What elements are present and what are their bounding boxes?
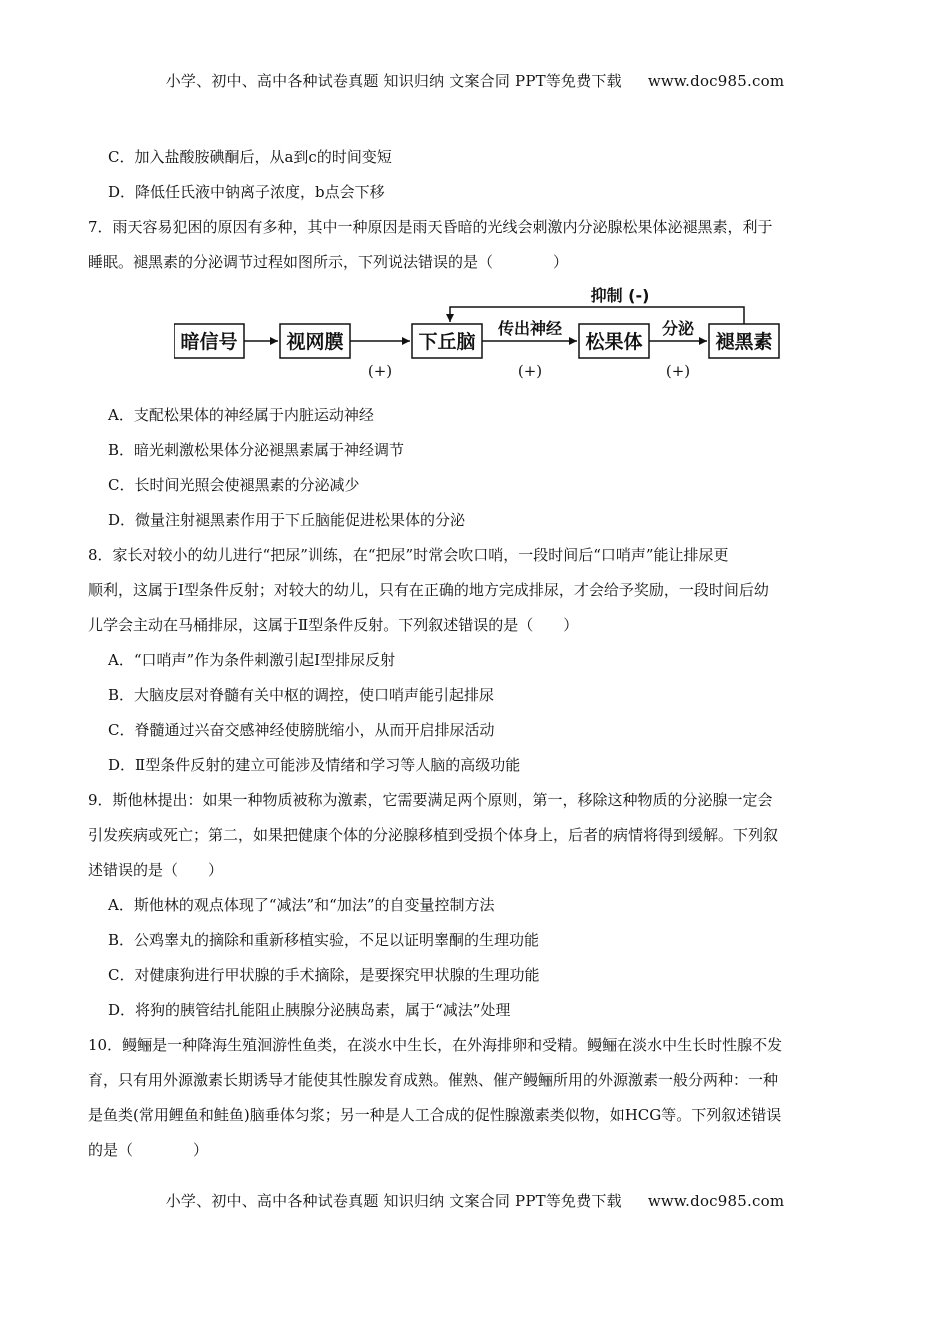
label-plus-1: (+): [367, 362, 393, 380]
q10-stem-line-2: 育，只有用外源激素长期诱导才能使其性腺发育成熟。催熟、催产鳗鲡所用的外源激素一般分两种：一种: [88, 1071, 779, 1089]
label-efferent-nerve: 传出神经: [497, 319, 563, 338]
q8-option-d: D．Ⅱ型条件反射的建立可能涉及情绪和学习等人脑的高级功能: [108, 756, 521, 774]
feedback-arrow: [450, 307, 744, 324]
q8-stem-line-1: 8．家长对较小的幼儿进行“把尿”训练，在“把尿”时常会吹口哨，一段时间后“口哨声”能让排尿更: [88, 546, 729, 564]
footer-url[interactable]: www.doc985.com: [647, 1192, 785, 1210]
q7-option-d: D．微量注射褪黑素作用于下丘脑能促进松果体的分泌: [108, 511, 466, 529]
header-text: 小学、初中、高中各种试卷真题 知识归纳 文案合同 PPT等免费下载: [165, 72, 622, 90]
q6-option-d: D．降低任氏液中钠离子浓度，b点会下移: [108, 183, 385, 201]
q7-option-b: B．暗光刺激松果体分泌褪黑素属于神经调节: [108, 441, 405, 459]
q10-stem-line-4: 的是（ ）: [88, 1141, 209, 1159]
q9-stem-line-2: 引发疾病或死亡；第二，如果把健康个体的分泌腺移植到受损个体身上，后者的病情将得到缓解。下列叙: [88, 826, 779, 844]
label-secrete: 分泌: [661, 319, 695, 338]
q8-option-c: C．脊髓通过兴奋交感神经使膀胱缩小，从而开启排尿活动: [108, 721, 495, 739]
q8-stem-line-3: 儿学会主动在马桶排尿，这属于Ⅱ型条件反射。下列叙述错误的是（ ）: [88, 616, 579, 634]
label-inhibit: 抑制 (-): [590, 286, 650, 305]
node-melatonin: 褪黑素: [715, 331, 773, 353]
q7-option-c: C．长时间光照会使褪黑素的分泌减少: [108, 476, 360, 494]
label-plus-2: (+): [517, 362, 543, 380]
footer-text: 小学、初中、高中各种试卷真题 知识归纳 文案合同 PPT等免费下载: [165, 1192, 622, 1210]
node-pineal: 松果体: [585, 331, 643, 353]
node-hypothalamus: 下丘脑: [418, 331, 476, 353]
q9-option-c: C．对健康狗进行甲状腺的手术摘除，是要探究甲状腺的生理功能: [108, 966, 540, 984]
q6-option-c: C．加入盐酸胺碘酮后，从a到c的时间变短: [108, 148, 392, 166]
q9-option-d: D．将狗的胰管结扎能阻止胰腺分泌胰岛素，属于“减法”处理: [108, 1001, 511, 1019]
q8-stem-line-2: 顺利，这属于Ⅰ型条件反射；对较大的幼儿，只有在正确的地方完成排尿，才会给予奖励，一段时间后幼: [88, 581, 769, 599]
node-retina: 视网膜: [286, 331, 344, 353]
q7-stem-line-1: 7．雨天容易犯困的原因有多种，其中一种原因是雨天昏暗的光线会刺激内分泌腺松果体泌褪黑素，利于: [88, 218, 773, 236]
q9-option-b: B．公鸡睾丸的摘除和重新移植实验，不足以证明睾酮的生理功能: [108, 931, 540, 949]
page-header: [0, 70, 950, 91]
q9-stem-line-3: 述错误的是（ ）: [88, 861, 224, 879]
melatonin-regulation-diagram: [88, 280, 866, 398]
q9-stem-line-1: 9．斯他林提出：如果一种物质被称为激素，它需要满足两个原则，第一，移除这种物质的分泌腺一定会: [88, 791, 773, 809]
header-url[interactable]: www.doc985.com: [647, 72, 785, 90]
page-footer: [0, 1190, 950, 1211]
question-content: [88, 140, 866, 1168]
q9-option-a: A．斯他林的观点体现了“减法”和“加法”的自变量控制方法: [108, 896, 495, 914]
node-dark-signal: 暗信号: [180, 331, 238, 353]
q7-stem-line-2: 睡眠。褪黑素的分泌调节过程如图所示，下列说法错误的是（ ）: [88, 253, 569, 271]
q7-option-a: A．支配松果体的神经属于内脏运动神经: [108, 406, 374, 424]
q10-stem-line-1: 10．鳗鲡是一种降海生殖洄游性鱼类，在淡水中生长，在外海排卵和受精。鳗鲡在淡水中生长时性腺不发: [88, 1036, 783, 1054]
label-plus-3: (+): [665, 362, 691, 380]
q8-option-a: A．“口哨声”作为条件刺激引起Ⅰ型排尿反射: [108, 651, 396, 669]
q10-stem-line-3: 是鱼类(常用鲤鱼和鲑鱼)脑垂体匀浆；另一种是人工合成的促性腺激素类似物，如HCG等。下列叙述错误: [88, 1106, 782, 1124]
diagram-svg: [174, 284, 794, 396]
q8-option-b: B．大脑皮层对脊髓有关中枢的调控，使口哨声能引起排尿: [108, 686, 495, 704]
